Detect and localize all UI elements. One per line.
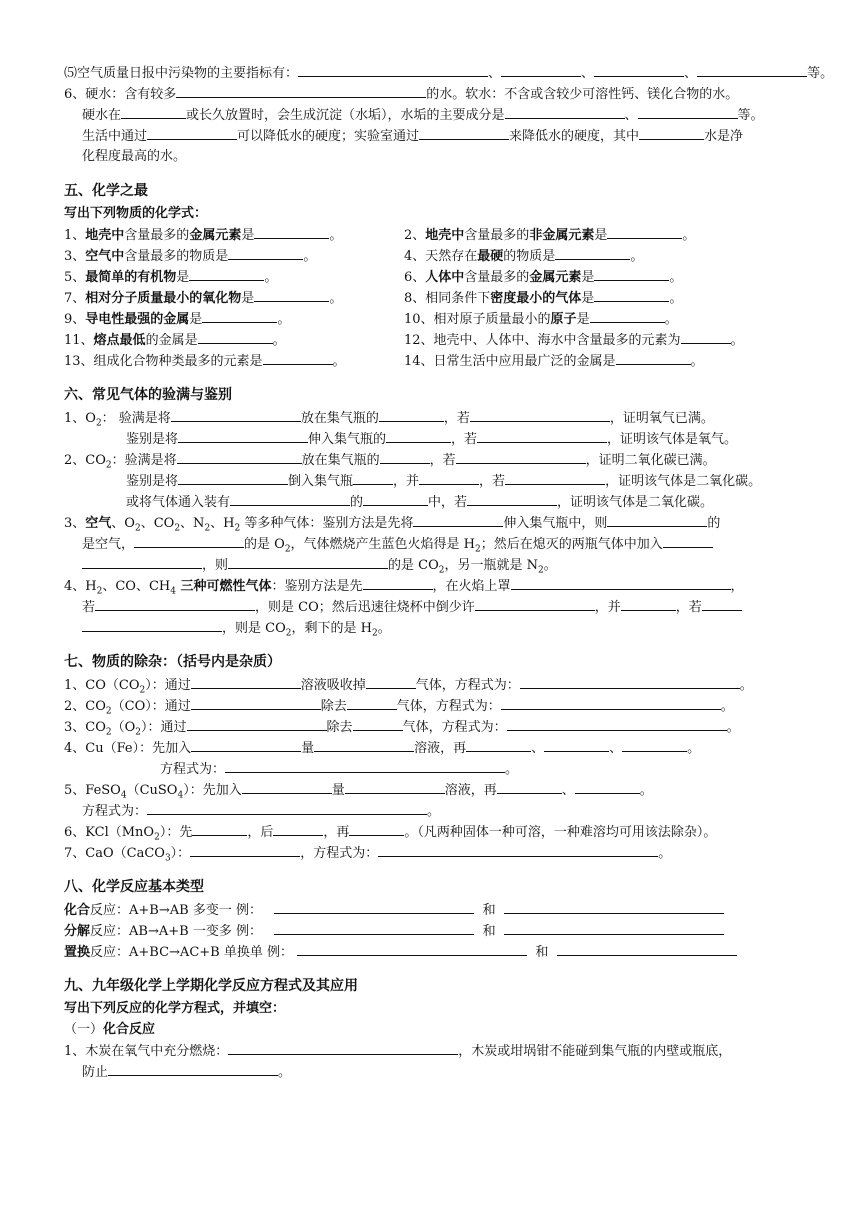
blank[interactable]: [230, 491, 350, 506]
blank[interactable]: [456, 449, 586, 464]
blank[interactable]: [202, 308, 277, 323]
blank[interactable]: [607, 224, 682, 239]
text: 、: [624, 108, 638, 123]
text: 的水。软水：不含或含较少可溶性钙、镁化合物的水。: [426, 87, 739, 102]
section-title-8: 八、化学反应基本类型: [64, 879, 204, 895]
text: 、: [684, 66, 698, 81]
blank[interactable]: [228, 1040, 458, 1055]
text: 等。: [807, 66, 834, 81]
blank[interactable]: [147, 125, 237, 140]
blank[interactable]: [470, 407, 610, 422]
blank[interactable]: [590, 308, 665, 323]
text: 、: [581, 66, 595, 81]
blank[interactable]: [467, 491, 557, 506]
blank[interactable]: [622, 737, 687, 752]
text: 等。: [737, 108, 764, 123]
blank[interactable]: [380, 449, 430, 464]
text: 化程度最高的水。: [82, 149, 187, 164]
section-title-9: 九、九年级化学上学期化学反应方程式及其应用: [64, 978, 358, 994]
text: 硬水在: [82, 108, 122, 123]
equation-1: 1、木炭在氧气中充分燃烧： ，木炭或坩埚钳不能碰到集气瓶的内壁或瓶底，: [64, 1040, 800, 1061]
gas-o2-identify: 鉴别是将 伸入集气瓶的 ，若 ，证明该气体是氧气。: [64, 428, 800, 449]
blank[interactable]: [386, 428, 451, 443]
blank[interactable]: [254, 224, 329, 239]
blank[interactable]: [228, 245, 303, 260]
purify-4-eq: 方程式为： 。: [64, 758, 800, 779]
row-9-10: 9、导电性最强的金属是 。 10、相对原子质量最小的原子是 。: [64, 308, 800, 329]
reaction-type-combination: 化合反应：A+B→AB 多变一 例： 和: [64, 899, 800, 920]
section-intro-5: 写出下列物质的化学式：: [64, 206, 208, 221]
row-1-2: 1、地壳中含量最多的金属元素是 。 2、地壳中含量最多的非金属元素是 。: [64, 224, 800, 245]
blank[interactable]: [189, 266, 264, 281]
blank[interactable]: [177, 449, 302, 464]
blank[interactable]: [191, 695, 321, 710]
subsection-combination: （一）化合反应: [64, 1022, 156, 1037]
blank[interactable]: [681, 329, 731, 344]
blank[interactable]: [544, 737, 609, 752]
question-hard-water-3: [64, 125, 800, 146]
section-intro-9: 写出下列反应的化学方程式，并填空：: [64, 1001, 286, 1016]
blank[interactable]: [347, 695, 397, 710]
blank[interactable]: [511, 575, 731, 590]
blank[interactable]: [190, 842, 300, 857]
gas-flammable-1: 4、$H_2$、CO、$CH_4$ 三种可燃性气体：鉴别方法是先 ，在火焰上罩 ，: [64, 575, 800, 596]
gas-o2-fill: 1、$O_2$： 验满是将 放在集气瓶的 ，若 ，证明氧气已满。: [64, 407, 800, 428]
blank[interactable]: [575, 779, 640, 794]
blank[interactable]: [353, 716, 403, 731]
question-hard-water-2: [64, 104, 800, 125]
blank[interactable]: [505, 470, 605, 485]
blank[interactable]: [419, 125, 509, 140]
purify-4: 4、Cu（Fe）：先加入 量 溶液，再 、 、 。: [64, 737, 800, 758]
section-title-5: 五、化学之最: [64, 183, 148, 199]
blank[interactable]: [263, 350, 333, 365]
blank[interactable]: [497, 779, 562, 794]
gas-co2-identify-2: 或将气体通入装有 的 中，若 ，证明该气体是二氧化碳。: [64, 491, 800, 512]
blank[interactable]: [616, 350, 691, 365]
blank[interactable]: [520, 674, 740, 689]
row-13-14: 13、组成化合物种类最多的元素是 。 14、日常生活中应用最广泛的金属是 。: [64, 350, 800, 371]
blank[interactable]: [192, 821, 247, 836]
blank[interactable]: [621, 596, 676, 611]
text: 、: [488, 66, 502, 81]
blank[interactable]: [505, 104, 625, 119]
blank[interactable]: [198, 329, 273, 344]
blank[interactable]: [379, 407, 444, 422]
purify-5-eq: 方程式为： 。: [64, 800, 800, 821]
text: 或长久放置时，会生成沉淀（水垢），水垢的主要成分是: [186, 108, 505, 123]
purify-3: 3、$CO_2(O_2)$：通过 除去 气体，方程式为： 。: [64, 716, 800, 737]
blank[interactable]: [607, 512, 707, 527]
question-hard-water-4: [64, 146, 800, 167]
blank[interactable]: [314, 737, 414, 752]
blank[interactable]: [274, 920, 474, 935]
blank[interactable]: [363, 491, 428, 506]
blank[interactable]: [108, 1061, 278, 1076]
blank[interactable]: [501, 695, 721, 710]
blank[interactable]: [419, 470, 479, 485]
blank[interactable]: [638, 104, 738, 119]
purify-6: 6、KCl（MnO$_2$）：先 ，后 ，再 。（凡两种固体一种可溶，一种难溶均可用该法除杂）。: [64, 821, 800, 842]
blank[interactable]: [345, 779, 445, 794]
text: ⑸空气质量日报中污染物的主要指标有：: [64, 66, 299, 81]
blank[interactable]: [378, 842, 658, 857]
gas-mixed-1: 3、空气、$O_2$、$CO_2$、$N_2$、$H_2$ 等多种气体：鉴别方法是先将 伸入集气瓶中，则 的: [64, 512, 800, 533]
section-title-7: 七、物质的除杂：（括号内是杂质）: [64, 654, 281, 670]
purify-1: 1、$CO(CO_2)$：通过 溶液吸收掉 气体，方程式为： 。: [64, 674, 800, 695]
row-5-6: 5、最简单的有机物是 。 6、人体中含量最多的金属元素是 。: [64, 266, 800, 287]
blank[interactable]: [297, 941, 527, 956]
blank[interactable]: [191, 737, 301, 752]
purify-2: 2、$CO_2(CO)$：通过 除去 气体，方程式为： 。: [64, 695, 800, 716]
row-7-8: 7、相对分子质量最小的氧化物是 。 8、相同条件下密度最小的气体是 。: [64, 287, 800, 308]
question-hard-water: [64, 83, 800, 104]
gas-flammable-3: ，则是 $CO_2$，剩下的是 $H_2$。: [64, 617, 800, 638]
blank[interactable]: [363, 575, 433, 590]
blank[interactable]: [225, 758, 505, 773]
blank[interactable]: [555, 245, 630, 260]
equation-1-prevent: 防止 。: [64, 1061, 800, 1082]
blank[interactable]: [171, 407, 301, 422]
gas-co2-identify: 鉴别是将 倒入集气瓶 ，并 ，若 ，证明该气体是二氧化碳。: [64, 470, 800, 491]
blank[interactable]: [353, 470, 393, 485]
blank[interactable]: [95, 596, 255, 611]
text: 来降低水的硬度，其中: [509, 129, 640, 144]
row-11-12: 11、熔点最低的金属是 。 12、地壳中、人体中、海水中含量最多的元素为 。: [64, 329, 800, 350]
blank[interactable]: [242, 779, 332, 794]
blank[interactable]: [413, 512, 503, 527]
gas-mixed-3: ，则 的是 $CO_2$，另一瓶就是 $N_2$。: [64, 554, 800, 575]
reaction-type-displacement: 置换反应：A+BC→AC+B 单换单 例： 和: [64, 941, 800, 962]
text: 可以降低水的硬度；实验室通过: [237, 129, 420, 144]
blank[interactable]: [594, 62, 684, 77]
gas-flammable-2: 若 ，则是 CO；然后迅速往烧杯中倒少许 ，并 ，若: [64, 596, 800, 617]
blank[interactable]: [557, 941, 737, 956]
blank[interactable]: [134, 533, 244, 548]
blank[interactable]: [507, 716, 727, 731]
section-title-6: 六、常见气体的验满与鉴别: [64, 387, 232, 403]
purify-5: 5、FeSO$_4$（CuSO$_4$）：先加入 量 溶液，再 、 。: [64, 779, 800, 800]
blank[interactable]: [501, 62, 581, 77]
blank[interactable]: [639, 125, 704, 140]
blank[interactable]: [298, 62, 488, 77]
blank[interactable]: [178, 470, 288, 485]
gas-co2-fill: 2、$CO_2$：验满是将 放在集气瓶的 ，若 ，证明二氧化碳已满。: [64, 449, 800, 470]
blank[interactable]: [147, 800, 427, 815]
question-air-quality: [64, 62, 834, 83]
blank[interactable]: [594, 266, 669, 281]
blank[interactable]: [466, 737, 531, 752]
blank[interactable]: [477, 428, 607, 443]
blank[interactable]: [254, 287, 329, 302]
purify-7: 7、CaO（CaCO$_3$）： ，方程式为： 。: [64, 842, 800, 863]
worksheet-page: [64, 62, 834, 1082]
blank[interactable]: [121, 104, 186, 119]
blank[interactable]: [176, 83, 426, 98]
text: 6、硬水：含有较多: [64, 87, 177, 102]
blank[interactable]: [697, 62, 807, 77]
blank[interactable]: [504, 920, 724, 935]
gas-mixed-2: 是空气， 的是 $O_2$，气体燃烧产生蓝色火焰得是 $H_2$；然后在熄灭的两瓶气体中加入: [64, 533, 800, 554]
blank[interactable]: [178, 428, 308, 443]
blank[interactable]: [504, 899, 724, 914]
blank[interactable]: [663, 533, 713, 548]
blank[interactable]: [82, 554, 202, 569]
blank[interactable]: [349, 821, 404, 836]
blank[interactable]: [228, 554, 388, 569]
row-3-4: 3、空气中含量最多的物质是 。 4、天然存在最硬的物质是 。: [64, 245, 800, 266]
blank[interactable]: [273, 821, 323, 836]
reaction-type-decomposition: 分解反应：AB→A+B 一变多 例： 和: [64, 920, 800, 941]
blank[interactable]: [475, 596, 595, 611]
blank[interactable]: [191, 674, 301, 689]
blank[interactable]: [366, 674, 416, 689]
blank[interactable]: [82, 617, 222, 632]
blank[interactable]: [702, 596, 742, 611]
text: 生活中通过: [82, 129, 148, 144]
blank[interactable]: [594, 287, 669, 302]
blank[interactable]: [187, 716, 327, 731]
text: 水是净: [704, 129, 744, 144]
blank[interactable]: [274, 899, 474, 914]
